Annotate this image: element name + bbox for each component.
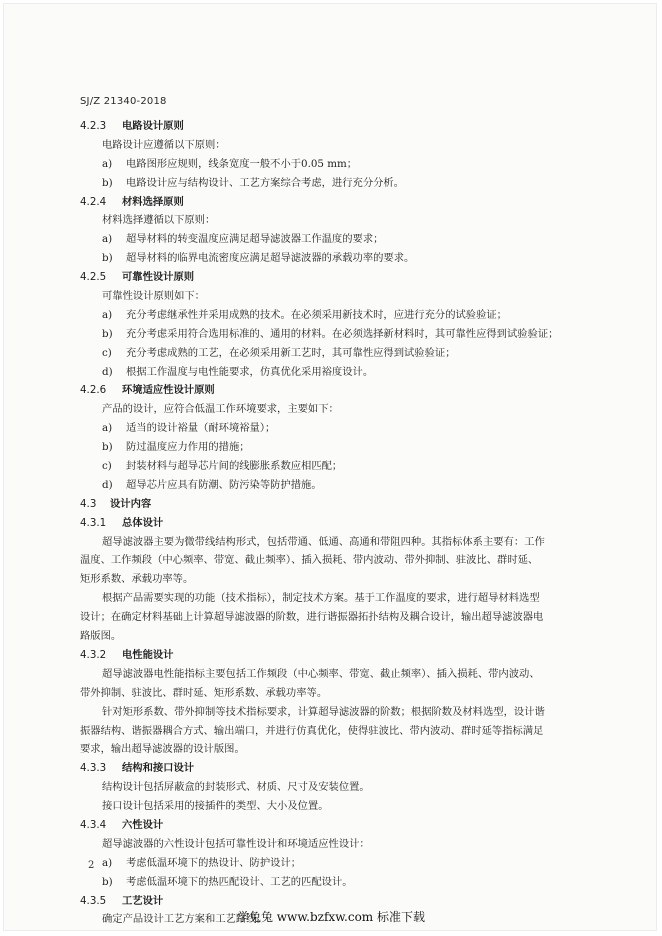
list-item [80,306,602,325]
section-heading [80,381,602,400]
section-number: 4.3.5 [80,894,107,907]
section-title: 结构和接口设计 [122,762,195,775]
list-item-text: 充分考虑采用符合选用标准的、通用的材料。在必须选择新材料时，其可靠性应得到试验验证； [126,327,559,340]
document-page [4,4,656,930]
list-item [80,854,602,873]
list-marker: c) [102,460,112,473]
list-marker: b) [102,875,113,888]
list-item-text: 超导芯片应具有防潮、防污染等防护措施。 [126,478,322,491]
list-item [80,476,602,495]
document-body [80,117,602,929]
list-marker: d) [102,478,113,491]
paragraph-line: 电路设计应遵循以下原则： [102,138,226,151]
paragraph-line: 带外抑制、驻波比、群时延、矩形系数、承载功率等。 [80,686,328,699]
paragraph-line: 可靠性设计原则如下： [102,290,205,303]
list-item-text: 适当的设计裕量（耐环境裕量）； [126,422,276,435]
section-number: 4.2.4 [80,195,107,208]
section-heading [80,495,602,514]
section-heading [80,759,602,778]
list-item [80,344,602,363]
paragraph-line: 超导滤波器电性能指标主要包括工作频段（中心频率、带宽、截止频率）、插入损耗、带内波动、 [102,667,540,680]
list-item-text: 电路设计应与结构设计、工艺方案综合考虑，进行充分分析。 [126,176,405,189]
paragraph-line: 振器结构、谐振器耦合方式、输出端口，并进行仿真优化，使得驻波比、带内波动、群时延等指标满足 [80,724,544,737]
section-number: 4.3.4 [80,818,107,831]
paragraph-line: 结构设计包括屏蔽盒的封装形式、材质、尺寸及安装位置。 [102,781,370,794]
section-number: 4.2.6 [80,384,107,397]
section-heading [80,268,602,287]
list-item [80,457,602,476]
list-item [80,873,602,892]
page-number: 2 [88,860,95,871]
list-marker: b) [102,252,113,265]
list-marker: b) [102,176,113,189]
paragraph-line: 路版图。 [80,630,122,643]
paragraph-line: 超导滤波器的六性设计包括可靠性设计和环境适应性设计： [102,837,370,850]
section-number: 4.3.2 [80,648,107,661]
section-number: 4.3 [80,497,97,510]
list-item-text: 考虑低温环境下的热设计、防护设计； [126,856,302,869]
section-heading [80,816,602,835]
list-item [80,363,602,382]
list-item-text: 超导材料的临界电流密度应满足超导滤波器的承载功率的要求。 [126,252,415,265]
list-item-text: 考虑低温环境下的热匹配设计、工艺的匹配设计。 [126,875,353,888]
list-item [80,249,602,268]
list-marker: a) [102,422,113,435]
list-item-text: 充分考虑成熟的工艺，在必须采用新工艺时，其可靠性应得到试验验证； [126,346,456,359]
list-marker: a) [102,308,113,321]
section-title: 工艺设计 [122,894,164,907]
list-item-text: 电路图形应规则，线条宽度一般不小于0.05 mm； [126,157,358,170]
list-marker: a) [102,856,113,869]
section-title: 电路设计原则 [122,120,184,132]
section-title: 总体设计 [122,516,164,529]
section-number: 4.2.3 [80,120,107,132]
section-title: 可靠性设计原则 [122,271,195,284]
section-title: 六性设计 [122,818,164,831]
section-number: 4.3.3 [80,762,107,775]
list-marker: b) [102,441,113,454]
list-item [80,174,602,193]
list-item [80,230,602,249]
list-item-text: 根据工作温度与电性能要求，仿真优化采用裕度设计。 [126,365,374,378]
list-marker: a) [102,233,113,246]
paragraph-line: 确定产品设计工艺方案和工艺路线。 [102,913,267,926]
list-item [80,155,602,174]
paragraph-line: 针对矩形系数、带外抑制等技术指标要求，计算超导滤波器的阶数；根据阶数及材料选型，设计谐 [102,705,545,718]
list-item-text: 充分考虑继承性并采用成熟的技术。在必须采用新技术时，应进行充分的试验验证； [126,308,507,321]
section-heading [80,117,602,136]
list-item-text: 封装材料与超导芯片间的线膨胀系数应相匹配； [126,460,343,473]
paragraph-line: 设计；在确定材料基础上计算超导滤波器的阶数，进行谐振器拓扑结构及耦合设计，输出超导滤波器电 [80,611,544,624]
list-marker: d) [102,365,113,378]
paragraph-line: 温度、工作频段（中心频率、带宽、截止频率）、插入损耗、带内波动、带外抑制、驻波比、群时延、 [80,554,539,567]
section-heading [80,646,602,665]
section-number: 4.3.1 [80,516,107,529]
section-heading [80,193,602,212]
standard-number: SJ/Z 21340-2018 [80,96,167,107]
list-marker: c) [102,346,112,359]
list-item [80,438,602,457]
paragraph-line: 要求，输出超导滤波器的设计版图。 [80,743,245,756]
paragraph-line: 根据产品需要实现的功能（技术指标），制定技术方案。基于工作温度的要求，进行超导材料选型 [102,592,540,605]
paragraph-line: 产品的设计，应符合低温工作环境要求，主要如下： [102,403,339,416]
paragraph-line: 接口设计包括采用的接插件的类型、大小及位置。 [102,800,329,813]
list-item [80,325,602,344]
footer-watermark: 学兔兔 www.bzfxw.com 标准下载 [236,910,426,924]
section-title: 材料选择原则 [122,195,184,208]
list-marker: b) [102,327,113,340]
paragraph-line: 矩形系数、承载功率等。 [80,573,194,586]
section-heading [80,514,602,533]
list-marker: a) [102,157,113,170]
section-title: 电性能设计 [122,648,174,661]
section-title: 设计内容 [110,497,152,510]
section-number: 4.2.5 [80,271,107,284]
list-item-text: 防过温度应力作用的措施； [126,441,250,454]
paragraph-line: 材料选择遵循以下原则： [102,214,216,227]
section-title: 环境适应性设计原则 [122,384,215,397]
paragraph-line: 超导滤波器主要为微带线结构形式，包括带通、低通、高通和带阻四种。其指标体系主要有：工作 [102,535,545,548]
list-item-text: 超导材料的转变温度应满足超导滤波器工作温度的要求； [126,233,384,246]
list-item [80,419,602,438]
